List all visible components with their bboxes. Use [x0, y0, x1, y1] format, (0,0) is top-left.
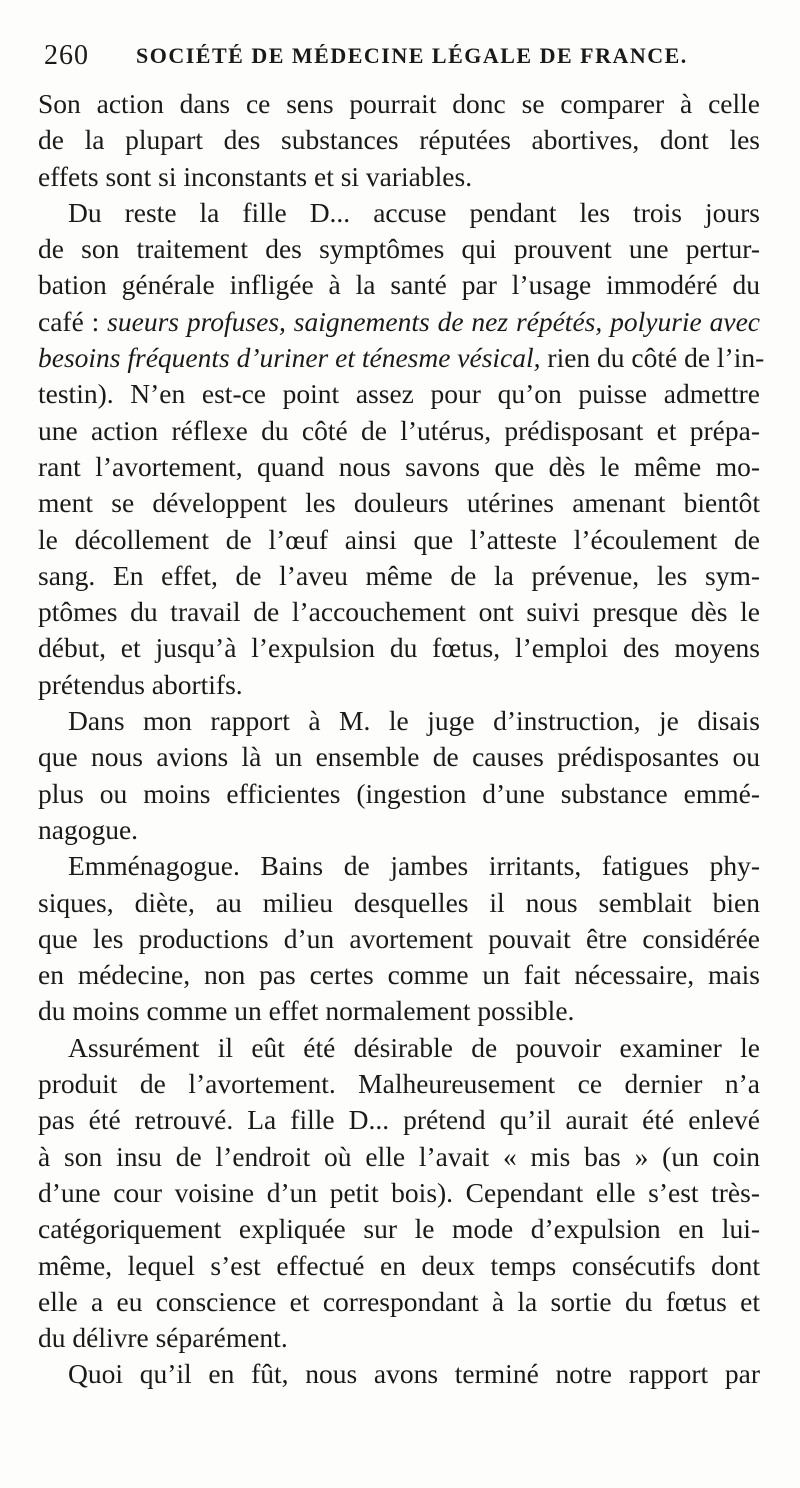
text-line: ptômes du travail de l’accouchement ont suivi presque dès le [38, 596, 760, 628]
text-line: sang. En effet, de l’aveu même de la prévenue, les sym- [38, 559, 760, 591]
text-line: Du reste la fille D... accuse pendant les trois jours [68, 196, 760, 228]
text-line: ment se développent les douleurs utérines amenant bientôt [38, 487, 760, 519]
text-line: prétendus abortifs. [38, 668, 243, 700]
text-line: d’une cour voisine d’un petit bois). Cependant elle s’est très- [38, 1176, 760, 1208]
text-line: catégoriquement expliquée sur le mode d’expulsion en lui- [38, 1213, 760, 1245]
text-line: de la plupart des substances réputées abortives, dont les [38, 124, 760, 156]
text-line: bation générale infligée à la santé par l’usage immodéré du [38, 269, 760, 301]
page-number: 260 [44, 40, 89, 71]
text-line: Dans mon rapport à M. le juge d’instruction, je disais [68, 705, 760, 737]
text-line: à son insu de l’endroit où elle l’avait « mis bas » (un coin [38, 1140, 760, 1172]
text-line: rant l’avortement, quand nous savons que dès le même mo- [38, 450, 760, 482]
text-line: que les productions d’un avortement pouvait être considérée [38, 922, 760, 954]
text-line: nagogue. [38, 813, 139, 845]
text-line: du délivre séparément. [38, 1322, 288, 1354]
running-header [44, 40, 764, 80]
text-line: elle a eu conscience et correspondant à la sortie du fœtus et [38, 1285, 760, 1317]
running-title: SOCIÉTÉ DE MÉDECINE LÉGALE DE FRANCE. [136, 43, 688, 68]
text-line: Emménagogue. Bains de jambes irritants, fatigues phy- [68, 850, 760, 882]
text-line: le décollement de l’œuf ainsi que l’atteste l’écoulement de [38, 523, 760, 555]
text-line: une action réflexe du côté de l’utérus, prédisposant et prépa- [38, 414, 760, 446]
text-line: produit de l’avortement. Malheureusement ce dernier n’a [38, 1068, 760, 1100]
text-line: en médecine, non pas certes comme un fait nécessaire, mais [38, 959, 760, 991]
text-line: plus ou moins efficientes (ingestion d’une substance emmé- [38, 777, 760, 809]
italic-symptoms: sueurs profuses, saignements de nez répétés, polyurie avec [107, 305, 760, 337]
text-line: du moins comme un effet normalement possible. [38, 995, 575, 1027]
text-line: pas été retrouvé. La fille D... prétend qu’il aurait été enlevé [38, 1104, 760, 1136]
text-segment: rien du côté de l’in- [540, 342, 765, 374]
text-line: Quoi qu’il en fût, nous avons terminé notre rapport par [68, 1358, 760, 1390]
text-line: effets sont si inconstants et si variables. [38, 160, 473, 192]
text-segment: café : [38, 305, 108, 337]
text-line: siques, diète, au milieu desquelles il nous semblait bien [38, 886, 760, 918]
text-line: testin). N’en est-ce point assez pour qu’on puisse admettre [38, 378, 760, 410]
text-line [38, 340, 765, 376]
text-line: de son traitement des symptômes qui prouvent une pertur- [38, 233, 760, 265]
text-line: Assurément il eût été désirable de pouvoir examiner le [68, 1031, 760, 1063]
text-line: Son action dans ce sens pourrait donc se comparer à celle [38, 88, 760, 119]
text-line: que nous avions là un ensemble de causes prédisposantes ou [38, 741, 760, 773]
text-line: même, lequel s’est effectué en deux temps consécutifs dont [38, 1249, 760, 1281]
text-line: début, et jusqu’à l’expulsion du fœtus, l’emploi des moyens [38, 632, 760, 664]
italic-symptoms: besoins fréquents d’uriner et ténesme vésical, [38, 342, 541, 374]
text-line [38, 304, 760, 340]
body-text [38, 86, 765, 1393]
